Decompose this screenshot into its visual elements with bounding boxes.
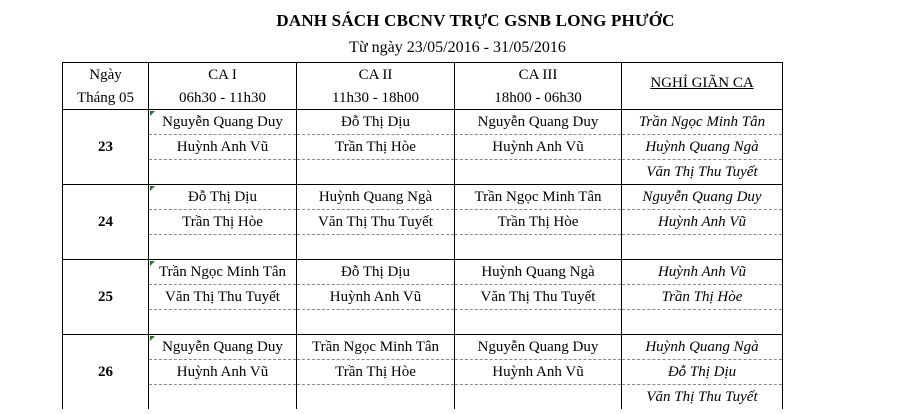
cell-text: Trần Thị Hòe <box>182 213 263 230</box>
cell-text: Văn Thị Thu Tuyết <box>165 288 280 305</box>
rest-name-cell <box>622 385 783 410</box>
header-ca3-name: CA III <box>455 63 622 88</box>
ca3-name-cell <box>455 185 622 210</box>
ca1-name-cell <box>149 310 297 335</box>
ca2-name-cell <box>297 210 455 235</box>
cell-text: Huỳnh Anh Vũ <box>176 363 269 380</box>
cell-text: Huỳnh Quang Ngà <box>318 188 433 205</box>
rest-name-cell <box>622 335 783 360</box>
table-row <box>63 360 783 385</box>
cell-text: Huỳnh Anh Vũ <box>329 288 422 305</box>
ca3-name-cell <box>455 160 622 185</box>
ca2-name-cell <box>297 310 455 335</box>
rest-name-cell <box>622 260 783 285</box>
cell-text: Huỳnh Anh Vũ <box>657 213 747 230</box>
cell-comment-marker <box>150 186 155 191</box>
cell-text: Huỳnh Anh Vũ <box>176 138 269 155</box>
cell-text: Huỳnh Quang Ngà <box>481 263 595 280</box>
header-day-line1: Ngày <box>63 63 149 88</box>
cell-comment-marker <box>150 336 155 341</box>
rest-name-cell <box>622 135 783 160</box>
ca1-name-cell <box>149 160 297 185</box>
cell-text: Văn Thị Thu Tuyết <box>318 213 433 230</box>
ca3-name-cell <box>455 385 622 410</box>
ca1-name-cell <box>149 110 297 135</box>
ca1-name-cell <box>149 135 297 160</box>
table-row <box>63 335 783 360</box>
rest-name-cell <box>622 185 783 210</box>
day-cell: 25 <box>63 260 149 335</box>
rest-name-cell <box>622 310 783 335</box>
day-cell: 26 <box>63 335 149 410</box>
ca3-name-cell <box>455 135 622 160</box>
cell-text: Huỳnh Anh Vũ <box>657 263 747 280</box>
cell-text: Huỳnh Quang Ngà <box>645 138 759 155</box>
cell-text: Văn Thị Thu Tuyết <box>646 388 758 405</box>
cell-comment-marker <box>150 111 155 116</box>
header-rest: NGHỈ GIÃN CA <box>650 75 754 91</box>
ca2-name-cell <box>297 385 455 410</box>
document-subtitle <box>0 39 915 57</box>
cell-text: Nguyễn Quang Duy <box>477 113 599 130</box>
ca2-name-cell <box>297 135 455 160</box>
cell-text: Trần Thị Hòe <box>335 363 416 380</box>
table-row <box>63 160 783 185</box>
ca3-name-cell <box>455 235 622 260</box>
table-row <box>63 385 783 410</box>
header-rest-cell <box>622 63 783 110</box>
cell-text: Nguyễn Quang Duy <box>642 188 762 205</box>
ca2-name-cell <box>297 185 455 210</box>
ca1-name-cell <box>149 185 297 210</box>
document-title-text: DANH SÁCH CBCNV TRỰC GSNB LONG PHƯỚC <box>276 11 675 30</box>
rest-name-cell <box>622 160 783 185</box>
cell-text: Văn Thị Thu Tuyết <box>480 288 596 305</box>
table-row <box>63 135 783 160</box>
ca2-name-cell <box>297 235 455 260</box>
ca2-name-cell <box>297 260 455 285</box>
day-cell: 24 <box>63 185 149 260</box>
ca2-name-cell <box>297 285 455 310</box>
rest-name-cell <box>622 210 783 235</box>
table-row <box>63 185 783 210</box>
header-day-line2: Tháng 05 <box>63 87 149 110</box>
rest-name-cell <box>622 110 783 135</box>
header-ca3-time: 18h00 - 06h30 <box>455 87 622 110</box>
table-row <box>63 310 783 335</box>
ca1-name-cell <box>149 335 297 360</box>
cell-text: Đỗ Thị Dịu <box>188 188 257 205</box>
rest-name-cell <box>622 285 783 310</box>
cell-text: Đỗ Thị Dịu <box>667 363 737 380</box>
rest-name-cell <box>622 235 783 260</box>
cell-text: Huỳnh Anh Vũ <box>492 363 584 380</box>
header-ca2-name: CA II <box>297 63 455 88</box>
cell-text: Trần Thị Hòe <box>661 288 743 305</box>
cell-comment-marker <box>150 261 155 266</box>
cell-text: Huỳnh Anh Vũ <box>492 138 584 155</box>
ca3-name-cell <box>455 260 622 285</box>
document-title <box>0 11 915 31</box>
table-row <box>63 210 783 235</box>
ca3-name-cell <box>455 285 622 310</box>
table-row <box>63 110 783 135</box>
header-ca2-time: 11h30 - 18h00 <box>297 87 455 110</box>
ca1-name-cell <box>149 260 297 285</box>
ca1-name-cell <box>149 285 297 310</box>
ca2-name-cell <box>297 110 455 135</box>
ca3-name-cell <box>455 210 622 235</box>
document-subtitle-text: Từ ngày 23/05/2016 - 31/05/2016 <box>349 39 566 56</box>
cell-text: Trần Ngọc Minh Tân <box>474 188 602 205</box>
cell-text: Đỗ Thị Dịu <box>341 263 410 280</box>
ca3-name-cell <box>455 310 622 335</box>
cell-text: Trần Ngọc Minh Tân <box>311 338 440 355</box>
ca3-name-cell <box>455 335 622 360</box>
ca1-name-cell <box>149 210 297 235</box>
ca2-name-cell <box>297 360 455 385</box>
table-row <box>63 260 783 285</box>
ca2-name-cell <box>297 160 455 185</box>
cell-text: Trần Ngọc Minh Tân <box>638 113 766 130</box>
table-row <box>63 285 783 310</box>
ca3-name-cell <box>455 110 622 135</box>
day-cell: 23 <box>63 110 149 185</box>
header-ca1-time: 06h30 - 11h30 <box>149 87 297 110</box>
header-ca1-name: CA I <box>149 63 297 88</box>
table-row <box>63 235 783 260</box>
duty-schedule-table <box>62 62 783 409</box>
ca1-name-cell <box>149 235 297 260</box>
cell-text: Trần Thị Hòe <box>335 138 416 155</box>
cell-text: Huỳnh Quang Ngà <box>645 338 759 355</box>
ca1-name-cell <box>149 360 297 385</box>
cell-text: Đỗ Thị Dịu <box>341 113 410 130</box>
ca2-name-cell <box>297 335 455 360</box>
cell-text: Trần Thị Hòe <box>497 213 579 230</box>
ca3-name-cell <box>455 360 622 385</box>
header-row-1 <box>63 63 783 88</box>
cell-text: Nguyễn Quang Duy <box>477 338 599 355</box>
cell-text: Trần Ngọc Minh Tân <box>158 263 287 280</box>
cell-text: Nguyễn Quang Duy <box>162 113 283 130</box>
cell-text: Văn Thị Thu Tuyết <box>646 163 758 180</box>
cell-text: Nguyễn Quang Duy <box>162 338 283 355</box>
ca1-name-cell <box>149 385 297 410</box>
rest-name-cell <box>622 360 783 385</box>
